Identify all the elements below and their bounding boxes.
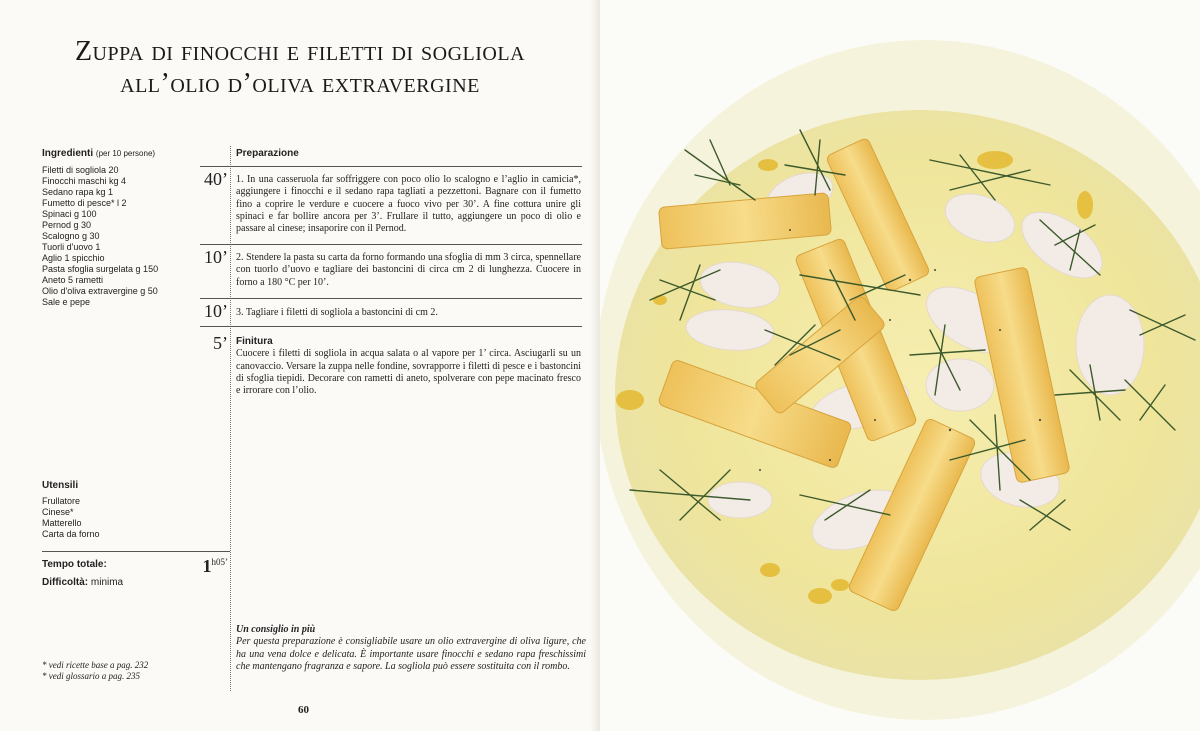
ingredients-heading (42, 148, 155, 159)
total-time-hour-mark: h (211, 557, 216, 567)
divider-line (200, 298, 582, 299)
difficulty-label: Difficoltà: (42, 577, 89, 588)
finishing-heading: Finitura (236, 336, 273, 347)
ingredient-item: Finocchi maschi kg 4 (42, 176, 127, 186)
total-time-label: Tempo totale: (42, 559, 107, 570)
dish-photo-page (600, 0, 1200, 731)
step-text: 3. Tagliare i filetti di sogliola a bastoncini di cm 2. (236, 307, 438, 318)
footnote: * vedi ricette base a pag. 232 (42, 660, 149, 670)
step-time: 40’ (204, 169, 228, 189)
ingredient-item: Filetti di sogliola 20 (42, 165, 119, 175)
total-time-value (188, 556, 228, 577)
divider-line (200, 326, 582, 327)
divider-line (42, 551, 230, 552)
utensil-item: Frullatore (42, 496, 81, 506)
ingredient-item: Scalogno g 30 (42, 231, 100, 241)
ingredient-item: Aglio 1 spicchio (42, 253, 105, 263)
ingredients-heading-label: Ingredienti (42, 148, 94, 159)
ingredient-item: Fumetto di pesce* l 2 (42, 198, 127, 208)
difficulty (42, 577, 123, 588)
step-time: 5’ (213, 333, 228, 353)
tip-heading: Un consiglio in più (236, 624, 316, 635)
utensil-item: Cinese* (42, 507, 74, 517)
recipe-title-line-1: Zuppa di finocchi e filetti di sogliola (74, 36, 526, 67)
utensils-list (42, 496, 100, 540)
step-text: 2. Stendere la pasta su carta da forno formando una sfoglia di mm 3 circa, spennellare con tuorlo d’uovo e tagliare dei bastoncini di circa cm 2 di lunghezza. Cuocere in forno a 180 °C per 10’. (236, 252, 581, 288)
dish-photo (600, 0, 1200, 731)
ingredient-item: Aneto 5 rametti (42, 275, 104, 285)
divider-line (200, 166, 582, 167)
ingredient-item: Tuorli d'uovo 1 (42, 242, 101, 252)
divider-line (200, 244, 582, 245)
ingredient-item: Spinaci g 100 (42, 209, 97, 219)
total-time-minutes: 05’ (216, 557, 228, 567)
step-time: 10’ (204, 247, 228, 267)
step-text: 1. In una casseruola far soffriggere con poco olio lo scalogno e l’aglio in camicia*, aggiungere i finocchi e il sedano rapa tagliati a pezzettoni. Bagnare con il fumetto fino a coprire le verdure e cuocere a fuoco vivo per 30’. A fine cottura unire gli spinaci e far bollire ancora per 3’. Frullare il tutto, aggiungere un poco di olio e passare al cinese; insaporire con il Pernod. (236, 174, 581, 235)
ingredient-item: Pernod g 30 (42, 220, 92, 230)
ingredient-item: Pasta sfoglia surgelata g 150 (42, 264, 159, 274)
step-time: 10’ (204, 301, 228, 321)
tip-box (236, 624, 586, 673)
total-time-hours: 1 (202, 556, 212, 576)
servings-note: (per 10 persone) (95, 149, 156, 158)
utensil-item: Matterello (42, 518, 82, 528)
utensil-item: Carta da forno (42, 529, 100, 539)
recipe-title-line-2: all’olio d’oliva extravergine (120, 68, 480, 99)
utensils-heading: Utensili (42, 480, 79, 491)
footnote: * vedi glossario a pag. 235 (42, 671, 140, 681)
ingredient-item: Sedano rapa kg 1 (42, 187, 114, 197)
column-divider (230, 146, 231, 691)
preparation-heading: Preparazione (236, 148, 299, 159)
ingredient-item: Sale e pepe (42, 297, 91, 307)
footnotes (42, 660, 148, 682)
recipe-page (0, 0, 598, 731)
page-number: 60 (298, 704, 309, 716)
ingredient-item: Olio d'oliva extravergine g 50 (42, 286, 158, 296)
recipe-title (30, 36, 570, 100)
step-text: Cuocere i filetti di sogliola in acqua salata o al vapore per 1’ circa. Asciugarli su un canovaccio. Versare la zuppa nelle fondine, sovrapporre i filetti di pesce e i bastoncini di sfoglia tiepidi. Decorare con rametti di aneto, spolverare con pepe macinato fresco e irrorare con l’olio. (236, 348, 581, 397)
difficulty-value: minima (90, 577, 124, 588)
ingredients-list (42, 165, 158, 308)
tip-text: Per questa preparazione è consigliabile usare un olio extravergine di oliva ligure, che ha una vena dolce e delicata. È importante usare finocchi e sedano rapa freschissimi che mantengano fragranza e sapore. La sogliola può essere sostituita con il rombo. (236, 636, 586, 672)
finishing-step (236, 336, 581, 397)
